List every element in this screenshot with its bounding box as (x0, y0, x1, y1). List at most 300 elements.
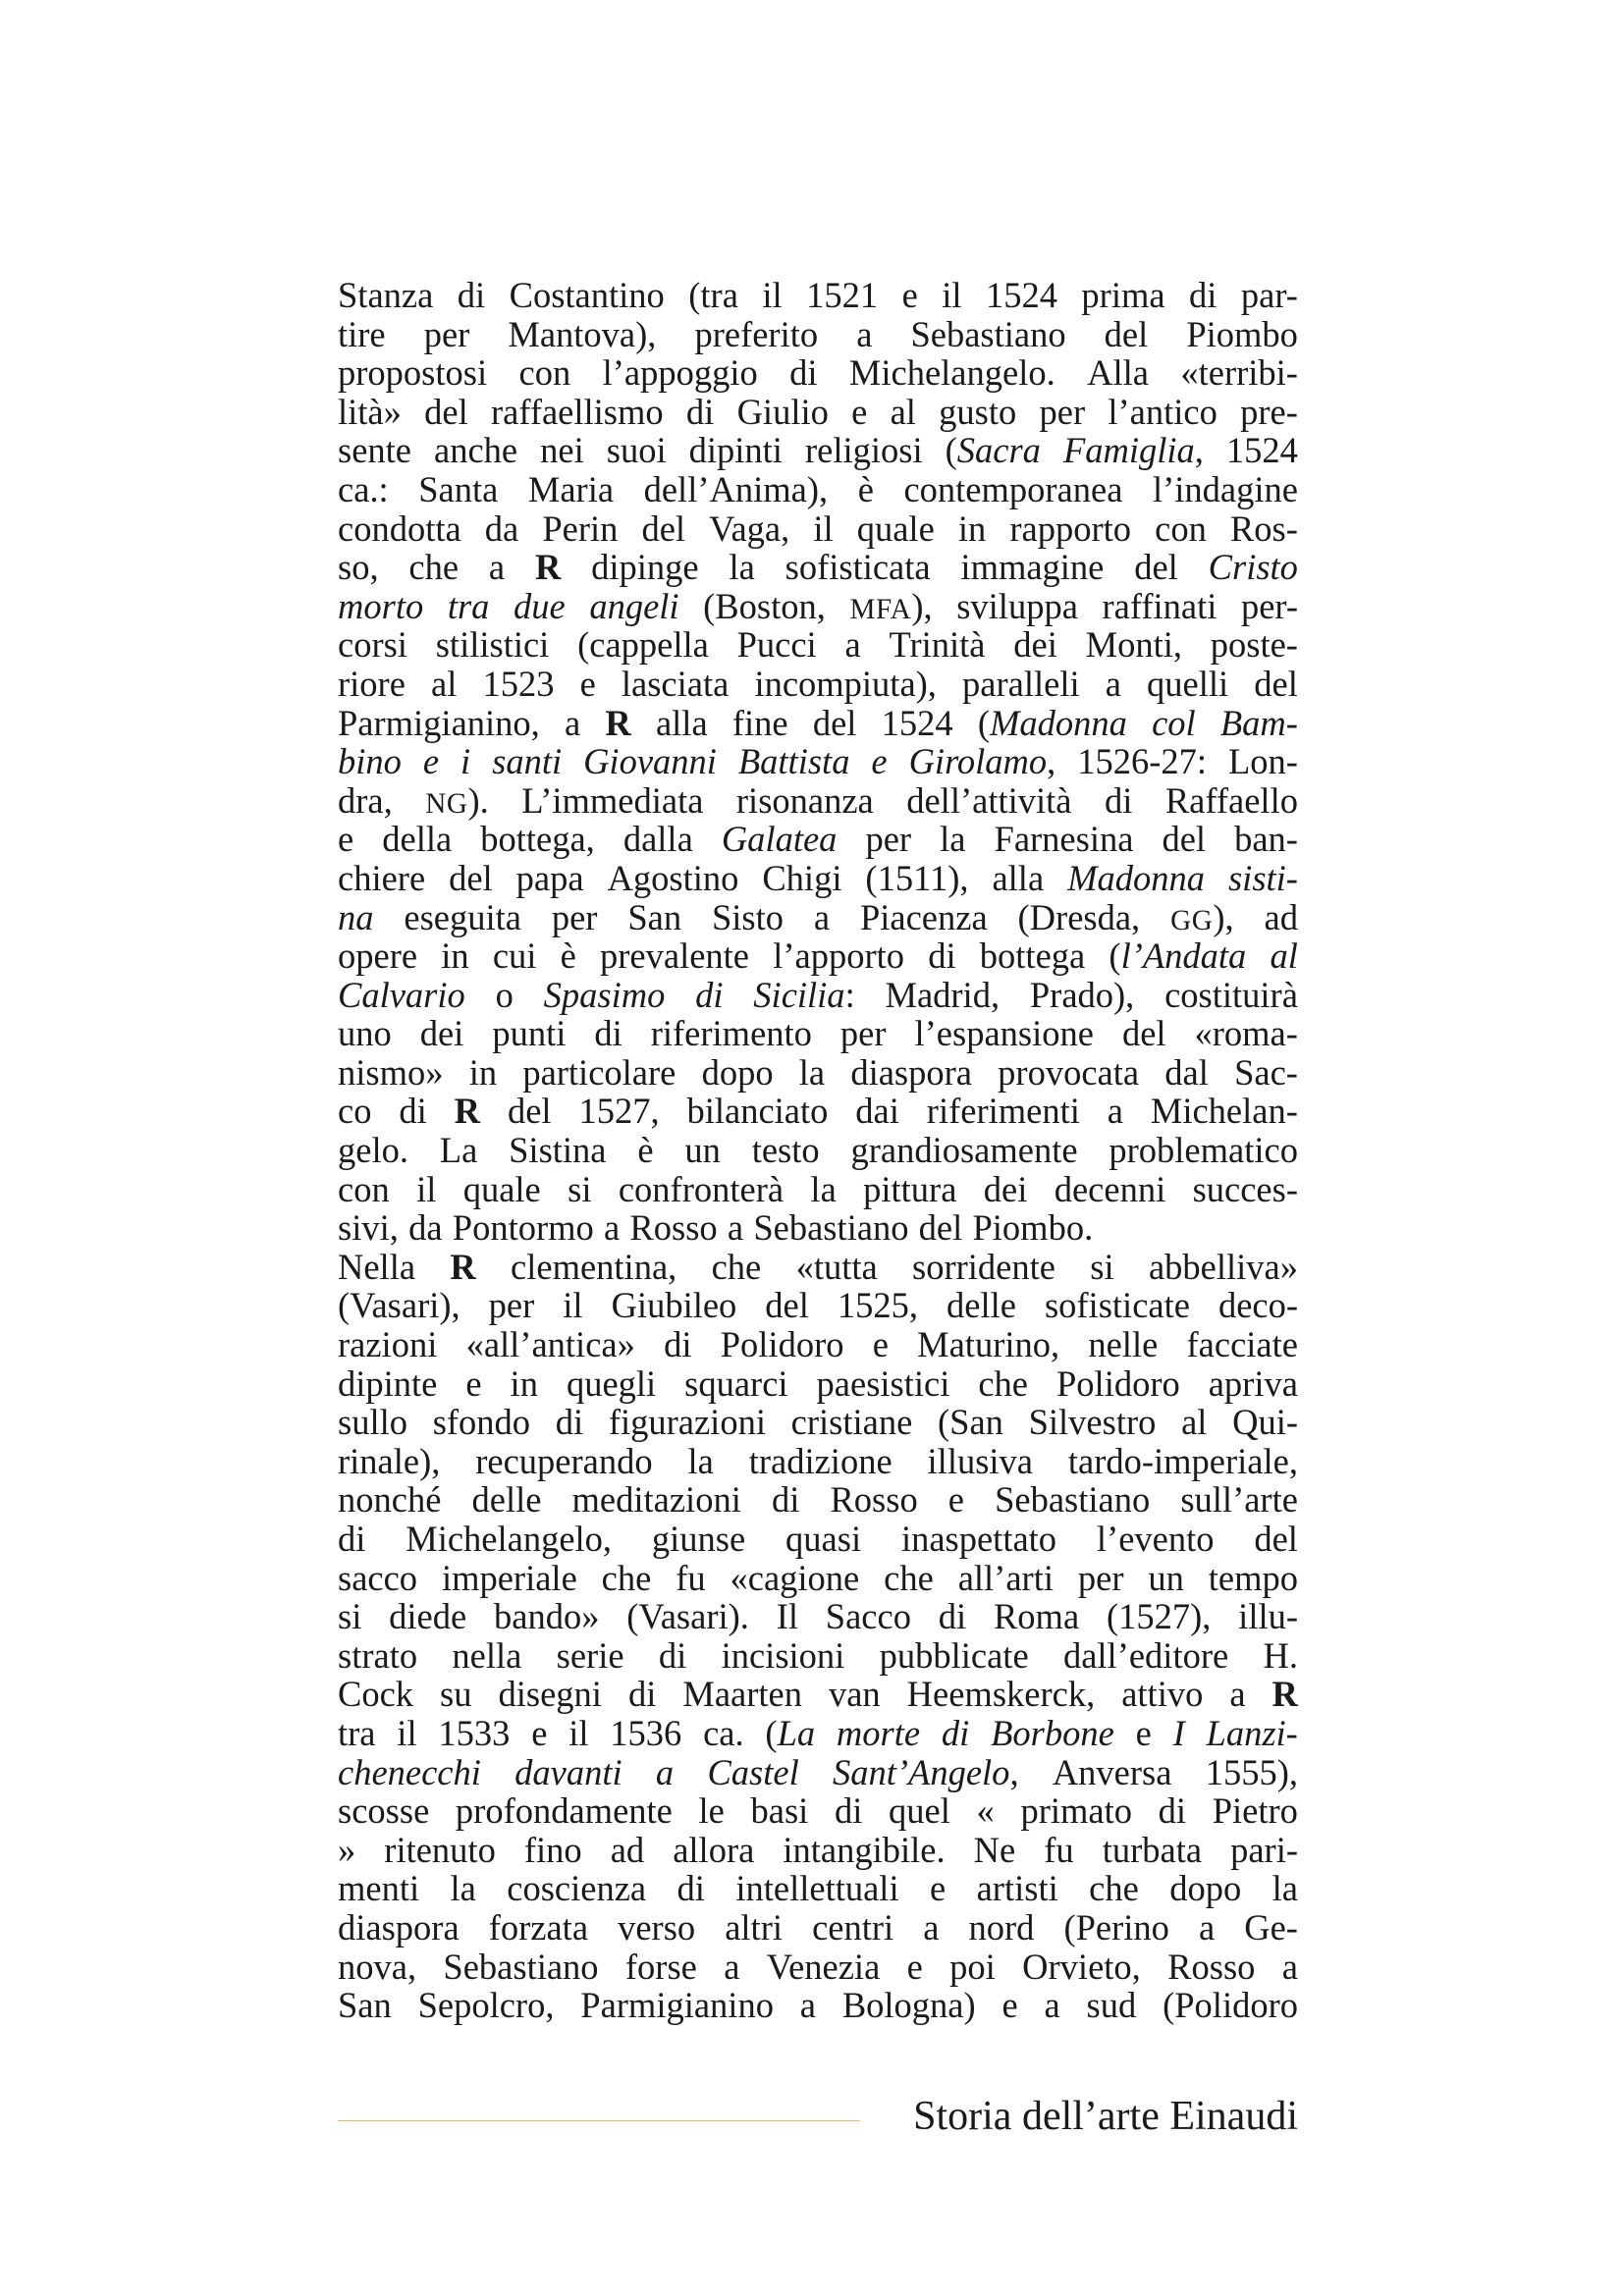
text-line (338, 1636, 1298, 1676)
word: e (579, 663, 596, 704)
word: lasciata (621, 663, 730, 704)
word: decenni (1054, 1168, 1166, 1209)
word: paesistici (816, 1362, 950, 1404)
word (942, 1714, 969, 1753)
word: sivi, (338, 1207, 399, 1249)
word: quelli (1147, 663, 1229, 704)
word: Sebastiano (995, 1479, 1151, 1521)
word: opere (338, 935, 418, 977)
italic-title: sisti- (1227, 857, 1298, 898)
word: Sebastiano (910, 313, 1066, 354)
word: raffinati (1102, 585, 1217, 626)
italic-title: e (422, 741, 440, 782)
word: a (844, 624, 861, 666)
word: bilanciato (686, 1091, 829, 1132)
word: apriva (1208, 1362, 1298, 1404)
word: del (1254, 1519, 1298, 1559)
word: 1555), (1205, 1751, 1298, 1792)
italic-title: tra (447, 585, 490, 626)
word: serie (556, 1634, 624, 1676)
word: il (762, 275, 783, 315)
word: fino (523, 1829, 582, 1870)
word: (Boston, (703, 585, 826, 626)
text-line (338, 1714, 1298, 1753)
word: van (828, 1674, 881, 1715)
word (535, 548, 561, 587)
word: incompiuta), (754, 663, 937, 704)
word: giunse (651, 1519, 746, 1559)
italic-title: chenecchi (338, 1751, 481, 1792)
word: Sisto (711, 896, 784, 937)
italic-title: e (871, 741, 888, 782)
word: diaspora (338, 1906, 460, 1948)
word: 1523 (482, 663, 555, 704)
text-line (338, 936, 1298, 976)
italic-title: Battista (737, 741, 850, 782)
word: dal (1164, 1051, 1209, 1093)
word: (cappella (577, 624, 709, 666)
word: un (1148, 1557, 1184, 1598)
word: che (408, 547, 460, 588)
word: menti (338, 1868, 420, 1909)
word (338, 587, 423, 626)
word: di (555, 1402, 584, 1443)
text-line (338, 1831, 1298, 1870)
word: Ros- (1229, 507, 1298, 549)
word: raffaellismo (490, 391, 664, 432)
word: corsi (338, 624, 407, 666)
word: sorridente (912, 1246, 1055, 1287)
word: (Perino (1063, 1906, 1169, 1948)
word: preferito (694, 313, 819, 354)
word: le (698, 1790, 725, 1832)
word: o (495, 974, 514, 1015)
italic-title: Sant’Angelo (833, 1751, 1010, 1792)
word: Qui- (1232, 1402, 1298, 1443)
word: per (839, 1013, 887, 1054)
word: è (560, 935, 576, 977)
text-line (338, 1403, 1298, 1442)
word: razioni (338, 1324, 438, 1365)
text-line (338, 353, 1298, 393)
word: sente (338, 430, 411, 471)
word: Sicilia: (753, 974, 855, 1015)
word: con (338, 1168, 390, 1209)
word: per (1077, 1557, 1124, 1598)
word: uno (338, 1013, 392, 1054)
word: a (923, 1906, 940, 1948)
word: deco- (1217, 1285, 1298, 1326)
text-line (338, 781, 1298, 821)
italic-title: al (1270, 935, 1298, 977)
text-line (338, 742, 1298, 781)
small-caps-abbrev: GG (1170, 904, 1214, 936)
word: primato (1020, 1790, 1132, 1832)
small-caps-abbrev: MFA (849, 593, 912, 625)
word: bottega, (480, 819, 595, 860)
word: e (906, 1946, 923, 1987)
word: intellettuali (735, 1868, 899, 1909)
word: e (1135, 1712, 1152, 1753)
word: (tra (688, 275, 738, 315)
word: in (468, 1051, 498, 1093)
word: a (565, 702, 581, 743)
italic-title: Giovanni (583, 741, 717, 782)
text-line (338, 976, 1298, 1015)
word: Pontormo (452, 1207, 594, 1249)
word: abbelliva» (1148, 1246, 1298, 1287)
word: di (338, 1519, 366, 1559)
italic-title: Castel (707, 1751, 799, 1792)
word: disegni (498, 1674, 602, 1715)
word: figurazioni (608, 1402, 766, 1443)
text-line (338, 1053, 1298, 1093)
word: 1524 (1225, 430, 1298, 471)
word: che (601, 1557, 652, 1598)
word: delle (471, 1479, 542, 1521)
word: Lon- (1228, 741, 1298, 782)
word: a (813, 896, 831, 937)
word: e (930, 1868, 947, 1909)
word: ritenuto (384, 1829, 496, 1870)
word: Silvestro (1028, 1402, 1157, 1443)
word: e (851, 391, 868, 432)
word: Agostino (607, 857, 739, 898)
text-line (338, 1442, 1298, 1481)
word: Rosso (1167, 1946, 1256, 1987)
word: dopo (1169, 1868, 1242, 1909)
word: sofisticata (784, 547, 931, 588)
word: nord (968, 1906, 1035, 1948)
word: bottega (979, 935, 1086, 977)
word: «terribi- (1180, 352, 1298, 394)
word: Stanza (338, 275, 434, 315)
text-line (338, 393, 1298, 432)
word: fu (676, 1557, 706, 1598)
word: Alla (1087, 352, 1149, 394)
word: l’evento (1096, 1519, 1215, 1559)
word (455, 1092, 480, 1131)
word: il (568, 1712, 589, 1753)
word: Vaga, (709, 507, 790, 549)
word: nelle (1088, 1324, 1159, 1365)
word: a (1105, 663, 1121, 704)
italic-title: bino (338, 741, 402, 782)
word: 1526-27: (1077, 741, 1208, 782)
word: Maarten (682, 1674, 802, 1715)
word: quasi (785, 1519, 862, 1559)
word: alla (992, 857, 1045, 898)
word: dipinti (688, 430, 783, 471)
word: all’arti (957, 1557, 1054, 1598)
word: religiosi (804, 430, 923, 471)
word: in (957, 507, 987, 549)
word: del (1254, 663, 1298, 704)
word: la (687, 1440, 714, 1481)
word (738, 742, 850, 781)
word: punti (492, 1013, 567, 1054)
word (871, 742, 887, 781)
word: Maturino, (917, 1324, 1060, 1365)
word: la (1271, 1868, 1298, 1909)
word: Perin (542, 507, 619, 549)
word: riferimenti (926, 1091, 1080, 1132)
word: del (1134, 547, 1178, 588)
word: succes- (1192, 1168, 1298, 1209)
italic-title: Sicilia (753, 974, 845, 1015)
word: Roma (993, 1596, 1080, 1637)
italic-title: Lanzi- (1206, 1712, 1298, 1753)
text-line (338, 625, 1298, 665)
word: al (1181, 1402, 1208, 1443)
word: costituirà (1164, 974, 1298, 1015)
word: intangibile. (783, 1829, 946, 1870)
word: che (1089, 1868, 1139, 1909)
word: (Sacra (945, 430, 1041, 471)
word: pubblicate (879, 1634, 1029, 1676)
word: Girolamo, (908, 741, 1056, 782)
word: rapporto (1009, 507, 1132, 549)
word: centri (812, 1906, 894, 1948)
word: Parmigianino (580, 1985, 774, 2026)
word (1067, 859, 1205, 898)
word (722, 820, 838, 859)
word: Raffaello (1164, 779, 1298, 821)
word: 1524 (881, 702, 953, 743)
word: fu (1044, 1829, 1074, 1870)
word: di (771, 1479, 800, 1521)
text-line (338, 587, 1298, 626)
text-line (338, 1480, 1298, 1520)
word: chiere (338, 857, 426, 898)
word (1270, 936, 1297, 976)
word: l’appoggio (602, 352, 758, 394)
text-line (338, 548, 1298, 587)
word: (Madonna (977, 702, 1127, 743)
word: a (727, 1207, 744, 1249)
word: Cock (338, 1674, 414, 1715)
word: anche (434, 430, 518, 471)
word: Rosso (830, 1479, 918, 1521)
word (837, 1714, 920, 1753)
word: riore (338, 663, 406, 704)
word: allora (673, 1829, 755, 1870)
word (514, 1753, 622, 1792)
word: a (488, 547, 506, 588)
word: si (338, 1596, 362, 1637)
word: scosse (338, 1790, 430, 1832)
text-line (338, 1014, 1298, 1053)
word: NG). (425, 781, 489, 821)
word: squarci (684, 1362, 788, 1404)
word: di (594, 1013, 622, 1054)
word (423, 742, 439, 781)
word: Maria (527, 468, 615, 509)
word (605, 704, 630, 743)
word: del (812, 702, 857, 743)
word: basi (750, 1790, 809, 1832)
word: di (1189, 275, 1217, 315)
word: il (942, 275, 962, 315)
text-line (338, 1559, 1298, 1598)
word: del (1121, 1013, 1166, 1054)
italic-title: Madonna (1067, 857, 1206, 898)
text-line (338, 1675, 1298, 1714)
word: di (664, 1324, 692, 1365)
word: di (928, 935, 956, 977)
italic-title: morto (338, 585, 424, 626)
text-line (338, 431, 1298, 470)
word: al (431, 663, 458, 704)
word: di (834, 1790, 863, 1832)
word: suoi (606, 430, 667, 471)
italic-title: di (695, 974, 724, 1015)
page-footer (338, 2089, 1298, 2144)
word (656, 1753, 674, 1792)
word: si (1090, 1246, 1114, 1287)
word: da (484, 507, 519, 549)
word: dell’attività (906, 779, 1072, 821)
word: è (857, 468, 874, 509)
word: (La (765, 1712, 816, 1753)
word: dai (855, 1091, 899, 1132)
word: sullo (338, 1402, 407, 1443)
word: imperiale (441, 1557, 577, 1598)
word (492, 742, 562, 781)
word: confronterà (618, 1168, 784, 1209)
word: la (810, 1168, 837, 1209)
word: e (947, 1479, 964, 1521)
word: e (901, 275, 918, 315)
word: Bologna) (841, 1985, 976, 2026)
text-line (338, 1869, 1298, 1908)
word: cui (492, 935, 537, 977)
word: clementina, (511, 1246, 677, 1287)
word: Ge- (1244, 1906, 1298, 1948)
word: a (1281, 1946, 1298, 1987)
word: di (1158, 1790, 1187, 1832)
word: Monti, (1085, 624, 1182, 666)
word: Chigi (762, 857, 842, 898)
word: grandiosamente (850, 1130, 1078, 1171)
word: Piombo. (972, 1207, 1094, 1249)
word: Giubileo (611, 1285, 737, 1326)
word: (Dresda, (1017, 896, 1141, 937)
word: sfondo (432, 1402, 531, 1443)
body-text (338, 276, 1298, 2025)
word: tra (338, 1712, 376, 1753)
word: illusiva (927, 1440, 1033, 1481)
italic-title: angeli (589, 585, 679, 626)
word: Michelangelo, (406, 1519, 613, 1559)
word: di (938, 1596, 967, 1637)
word: di (399, 1091, 427, 1132)
word: «cagione (730, 1557, 860, 1598)
word: Michelangelo. (848, 352, 1055, 394)
word: di (457, 275, 486, 315)
word: condotta (338, 507, 461, 549)
word: eseguita (404, 896, 521, 937)
word: verso (618, 1906, 696, 1948)
italic-title: Girolamo (908, 741, 1048, 782)
word: il (397, 1712, 417, 1753)
word: Giulio (736, 391, 829, 432)
text-line (338, 1325, 1298, 1364)
word: di (789, 352, 818, 394)
word: Parmigianino, (338, 702, 540, 743)
word: di (1104, 779, 1133, 821)
word: pittura (863, 1168, 957, 1209)
word: GG), (1170, 898, 1234, 937)
word: (1511), (865, 857, 969, 898)
word: dopo (701, 1051, 774, 1093)
word: poste- (1210, 624, 1298, 666)
word: riferimento (650, 1013, 812, 1054)
word: bando» (494, 1596, 600, 1637)
word: immagine (960, 547, 1105, 588)
word: meditazioni (571, 1479, 741, 1521)
word: illu- (1238, 1596, 1298, 1637)
word: del (918, 1207, 963, 1249)
word: forzata (488, 1906, 589, 1948)
text-line (338, 1986, 1298, 2025)
word: la (450, 1868, 476, 1909)
italic-title: Famiglia (1062, 430, 1195, 471)
word: dei (419, 1013, 464, 1054)
text-line (338, 1286, 1298, 1325)
word: provocata (998, 1051, 1140, 1093)
word: particolare (522, 1051, 676, 1093)
word: La (439, 1130, 478, 1171)
word (1228, 859, 1298, 898)
word (991, 1714, 1114, 1753)
word: ad (610, 1829, 645, 1870)
small-caps-abbrev: NG (425, 787, 468, 820)
word: dra, (338, 779, 393, 821)
word: nella (452, 1634, 522, 1676)
word: paralleli (962, 663, 1080, 704)
italic-title: Galatea (721, 819, 838, 860)
word: per- (1240, 585, 1298, 626)
word: pre- (1240, 391, 1298, 432)
word: poi (949, 1946, 996, 1987)
word: 1536 (610, 1712, 682, 1753)
word: strato (338, 1634, 418, 1676)
italic-title: Cristo (1208, 547, 1298, 588)
word: a (799, 1985, 816, 2026)
text-line (338, 1597, 1298, 1636)
word: il (813, 507, 834, 549)
word: papa (515, 857, 584, 898)
word: incisioni (721, 1634, 845, 1676)
footer-rule (338, 2120, 860, 2121)
bold-abbrev: R (534, 547, 562, 588)
word (1173, 1714, 1185, 1753)
text-line (338, 1908, 1298, 1948)
word: «tutta (795, 1246, 878, 1287)
word: a (1107, 1091, 1123, 1132)
italic-title: I (1172, 1712, 1185, 1753)
word: prevalente (600, 935, 750, 977)
word: Farnesina (994, 819, 1134, 860)
word: l’espansione (914, 1013, 1094, 1054)
word: su (440, 1674, 472, 1715)
word: par- (1240, 275, 1298, 315)
word: Piacenza (859, 896, 988, 937)
word: sud (1086, 1985, 1137, 2026)
word (1207, 1714, 1298, 1753)
word: Mantova), (508, 313, 657, 354)
